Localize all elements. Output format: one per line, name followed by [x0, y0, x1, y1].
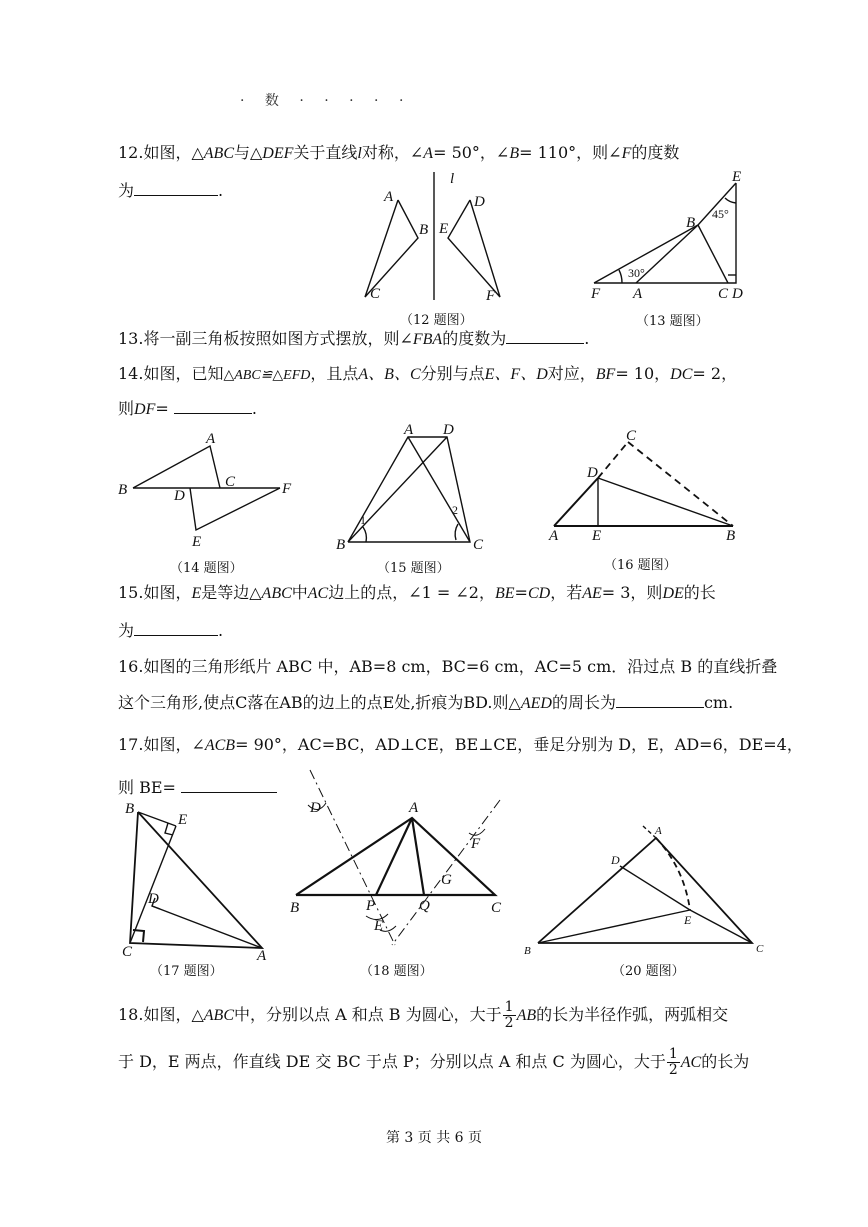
- question-12-line2: 为 .: [118, 181, 224, 200]
- label-E: E: [192, 534, 202, 550]
- question-16-line1: 16.如图的三角形纸片 ABC 中，AB=8 cm，BC=6 cm，AC=5 cm．沿过点 B 的直线折叠: [118, 657, 778, 676]
- label-C: C: [491, 900, 502, 916]
- label-D: D: [474, 194, 485, 210]
- label-A: A: [206, 431, 216, 447]
- label-F: F: [486, 288, 496, 304]
- page-footer: 第 3 页 共 6 页: [385, 1130, 483, 1146]
- label-P: P: [366, 898, 376, 914]
- figure-17-caption: （17 题图）: [150, 964, 223, 979]
- label-B: B: [336, 537, 346, 553]
- label-F: F: [591, 286, 601, 302]
- label-A: A: [549, 528, 559, 544]
- label-D: D: [310, 800, 321, 816]
- label-A: A: [633, 286, 643, 302]
- label-C: C: [626, 428, 637, 444]
- figure-17: [130, 812, 262, 948]
- question-12-line1: 12.如图，△ABC与△DEF关于直线l对称，∠A= 50°，∠B= 110°，则∠F的度数: [118, 143, 680, 162]
- label-B: B: [125, 801, 135, 817]
- label-D: D: [732, 286, 743, 302]
- label-D: D: [174, 488, 185, 504]
- label-C: C: [473, 537, 484, 553]
- label-A: A: [384, 189, 394, 205]
- figure-14-caption: （14 题图）: [170, 561, 243, 576]
- figure-13-caption: （13 题图）: [636, 314, 709, 329]
- label-B: B: [686, 215, 696, 231]
- label-F: F: [282, 481, 292, 497]
- label-A: A: [257, 948, 267, 964]
- header-fragment: · 数 · · · · ·: [240, 93, 412, 109]
- question-18-line1: 18.如图，△ABC中，分别以点 A 和点 B 为圆心，大于 $\frac{1}{2}$ AB的长为半径作弧，两弧相交: [118, 999, 729, 1031]
- question-15-line2: 为 .: [118, 621, 224, 640]
- label-F: F: [471, 836, 481, 852]
- fraction-half: $\frac{1}{2}$: [504, 999, 514, 1031]
- label-E: E: [732, 169, 742, 185]
- label-D: D: [611, 853, 620, 867]
- label-C: C: [225, 474, 236, 490]
- label-G: G: [441, 872, 452, 888]
- figure-13: [594, 183, 736, 283]
- label-angle-2: 2: [452, 503, 458, 517]
- question-13: 13.将一副三角板按照如图方式摆放，则∠FBA的度数为 .: [118, 329, 590, 348]
- label-C: C: [370, 286, 381, 302]
- label-B: B: [290, 900, 300, 916]
- label-E: E: [592, 528, 602, 544]
- question-17-line2: 则 BE=: [118, 777, 277, 799]
- question-14-line2: 则DF= .: [118, 399, 257, 418]
- label-A: A: [409, 800, 419, 816]
- label-E: E: [178, 812, 188, 828]
- figure-16: [554, 442, 733, 526]
- label-C: C: [718, 286, 729, 302]
- label-B: B: [726, 528, 736, 544]
- label-l: l: [450, 171, 455, 187]
- figure-14: [133, 446, 280, 530]
- label-B: B: [524, 945, 531, 957]
- label-D: D: [148, 891, 159, 907]
- question-18-line2: 于 D，E 两点，作直线 DE 交 BC 于点 P；分别以点 A 和点 C 为圆心，大于 $\frac{1}{2}$ AC的长为: [118, 1046, 750, 1078]
- question-17-line1: 17.如图，∠ACB= 90°，AC=BC，AD⊥CE，BE⊥CE，垂足分别为 D，E，AD=6，DE=4，: [118, 735, 803, 754]
- label-E: E: [439, 221, 449, 237]
- question-16-line2: 这个三角形,使点C落在AB的边上的点E处,折痕为BD.则△AED的周长为 cm.: [118, 693, 734, 712]
- label-B: B: [118, 482, 128, 498]
- question-14-line1: 14.如图，已知△ABC≌△EFD，且点A、B、C分别与点E、F、D对应，BF= 10，DC= 2，: [118, 364, 738, 383]
- label-Q: Q: [419, 898, 430, 914]
- figure-18-caption: （18 题图）: [360, 964, 433, 979]
- figure-15: [348, 437, 470, 542]
- figure-12-caption: （12 题图）: [400, 313, 473, 328]
- label-angle-45: 45°: [712, 207, 729, 221]
- figure-18: [296, 770, 500, 945]
- label-D: D: [587, 465, 598, 481]
- label-angle-1: 1: [360, 513, 366, 527]
- figure-20: [538, 826, 752, 943]
- label-C: C: [756, 943, 764, 955]
- fraction-half: $\frac{1}{2}$: [668, 1046, 678, 1078]
- label-E: E: [374, 918, 384, 934]
- question-15-line1: 15.如图，E是等边△ABC中AC边上的点，∠1 = ∠2，BE=CD，若AE= 3，则DE的长: [118, 583, 716, 602]
- label-A: A: [655, 825, 662, 837]
- figure-20-caption: （20 题图）: [612, 964, 685, 979]
- figure-15-caption: （15 题图）: [377, 561, 450, 576]
- figure-16-caption: （16 题图）: [604, 558, 677, 573]
- label-angle-30: 30°: [628, 266, 645, 280]
- label-D: D: [443, 422, 454, 438]
- label-E: E: [684, 913, 692, 927]
- label-A: A: [404, 422, 414, 438]
- label-B: B: [419, 222, 429, 238]
- label-C: C: [122, 944, 133, 960]
